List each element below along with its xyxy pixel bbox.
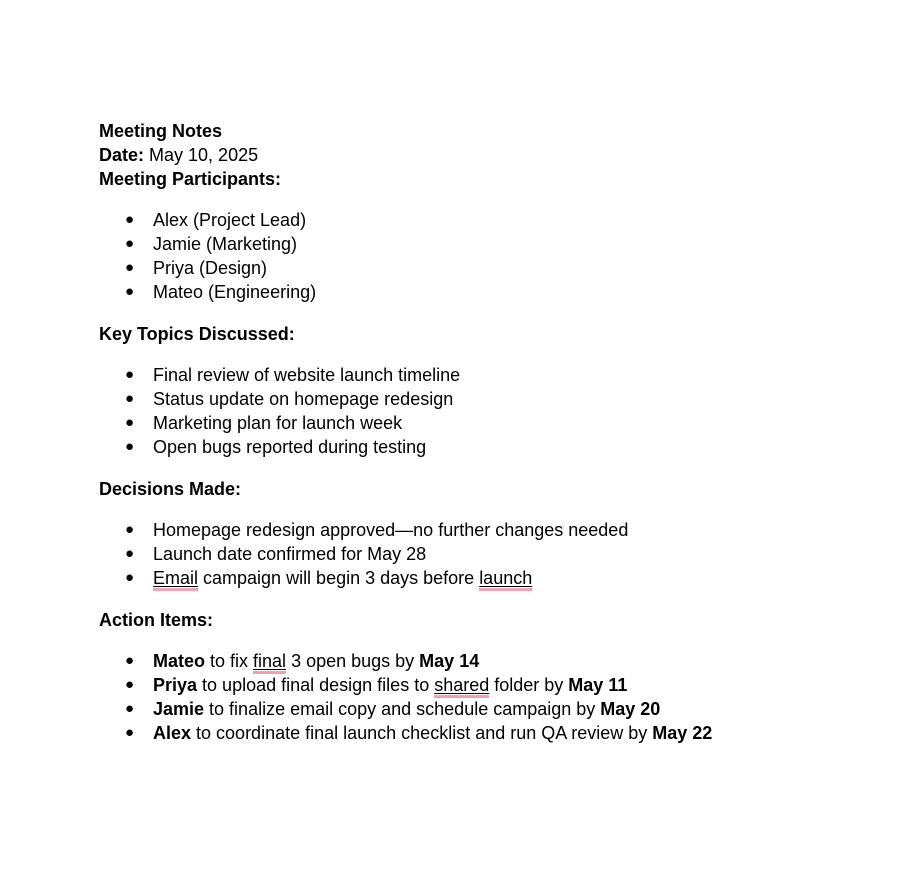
decisions-heading: Decisions Made: [99, 479, 242, 499]
list-item: ● Alex (Project Lead) [99, 208, 879, 232]
list-item: ● Priya (Design) [99, 256, 879, 280]
document [99, 119, 879, 763]
date-line: Date: May 10, 2025 [99, 145, 259, 165]
actions-list [99, 649, 879, 745]
date-value: May 10, 2025 [149, 145, 259, 165]
list-item: ● Marketing plan for launch week [99, 411, 879, 435]
participants-heading: Meeting Participants: [99, 169, 282, 189]
spellcheck-word[interactable]: final [253, 651, 286, 674]
list-item: ● Jamie (Marketing) [99, 232, 879, 256]
list-item: ● Mateo (Engineering) [99, 280, 879, 304]
participants-list [99, 208, 879, 304]
topics-list [99, 363, 879, 459]
topics-heading: Key Topics Discussed: [99, 324, 295, 344]
list-item: ● Homepage redesign approved—no further changes needed [99, 518, 879, 542]
doc-title: Meeting Notes [99, 121, 223, 141]
list-item: ● Final review of website launch timeline [99, 363, 879, 387]
list-item: ● Priya to upload final design files to shared folder by May 11 [99, 673, 879, 697]
actions-heading: Action Items: [99, 610, 214, 630]
spellcheck-word[interactable]: shared [434, 675, 489, 698]
list-item: ● Email campaign will begin 3 days before launch [99, 566, 879, 590]
spellcheck-word[interactable]: launch [479, 568, 532, 591]
list-item: ● Launch date confirmed for May 28 [99, 542, 879, 566]
spellcheck-word[interactable]: Email [153, 568, 198, 591]
list-item: ● Status update on homepage redesign [99, 387, 879, 411]
list-item: ● Mateo to fix final 3 open bugs by May 14 [99, 649, 879, 673]
decisions-list [99, 518, 879, 590]
list-item: ● Open bugs reported during testing [99, 435, 879, 459]
list-item: ● Alex to coordinate final launch checklist and run QA review by May 22 [99, 721, 879, 745]
list-item: ● Jamie to finalize email copy and schedule campaign by May 20 [99, 697, 879, 721]
